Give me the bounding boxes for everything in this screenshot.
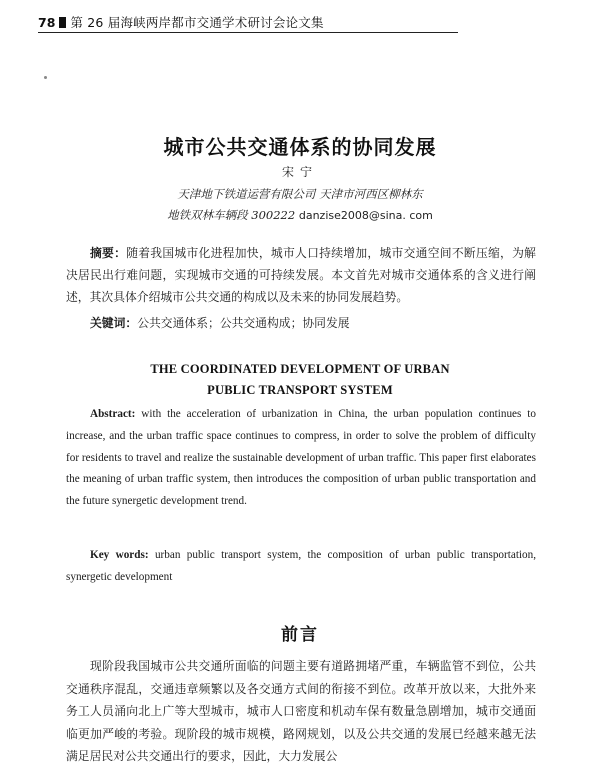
- english-title-line-2: PUBLIC TRANSPORT SYSTEM: [207, 383, 393, 397]
- chinese-abstract-label: 摘要：: [90, 246, 127, 260]
- english-abstract-label: Abstract:: [90, 408, 136, 420]
- english-abstract: [66, 404, 536, 513]
- english-abstract-text: with the acceleration of urbanization in China, the urban population continues to increase, and the urban traffic space continues to compress, in order to solve the problem of difficulty for residents to travel and realize the sustainable development of urban traffic. This paper first elaborates the meaning of urban traffic system, then introduces the composition of urban public transportation and the future synergetic development trend.: [66, 408, 536, 508]
- intro-paragraph: 现阶段我国城市公共交通所面临的问题主要有道路拥堵严重，车辆监管不到位，公共交通秩序混乱，交通违章频繁以及各交通方式间的衔接不到位。改革开放以来，大批外来务工人员涌向北上广等大型城市，城市人口密度和机动车保有数量急剧增加，城市交通面临更加严峻的考验。现阶段的城市规模，路网规划，以及公共交通的发展已经越来越无法满足居民对公共交通出行的要求，因此，大力发展公: [66, 659, 536, 763]
- chinese-abstract: [66, 242, 536, 308]
- chinese-keywords-label: 关键词：: [90, 316, 138, 330]
- english-keywords-text: urban public transport system, the composition of urban public transportation, synergetic development: [66, 549, 537, 583]
- chinese-abstract-text: 随着我国城市化进程加快，城市人口持续增加，城市交通空间不断压缩，为解决居民出行难问题，实现城市交通的可持续发展。本文首先对城市交通体系的含义进行阐述，其次具体介绍城市公共交通的构成以及未来的协同发展趋势。: [66, 246, 536, 304]
- scan-speck: [44, 76, 47, 79]
- collection-title: 第 26 届海峡两岸都市交通学术研讨会论文集: [70, 15, 324, 30]
- paper-title: 城市公共交通体系的协同发展: [163, 135, 437, 159]
- postal-address: 地铁双林车辆段 300222: [167, 208, 296, 222]
- email: danzise2008@sina. com: [298, 209, 433, 222]
- page-number: 78: [38, 14, 56, 30]
- section-heading-preface: 前言: [281, 625, 319, 645]
- running-header: [38, 12, 458, 33]
- chinese-keywords-text: 公共交通体系；公共交通构成；协同发展: [137, 316, 350, 330]
- author: 宋宁: [281, 165, 318, 179]
- english-keywords: [66, 545, 536, 589]
- english-title-line-1: THE COORDINATED DEVELOPMENT OF URBAN: [150, 362, 450, 376]
- english-keywords-label: Key words:: [90, 549, 149, 561]
- chinese-keywords: [90, 312, 530, 334]
- square-bullet-icon: [59, 17, 66, 28]
- affiliation: 天津地下铁道运营有限公司 天津市河西区柳林东: [177, 187, 423, 201]
- address: [0, 207, 600, 223]
